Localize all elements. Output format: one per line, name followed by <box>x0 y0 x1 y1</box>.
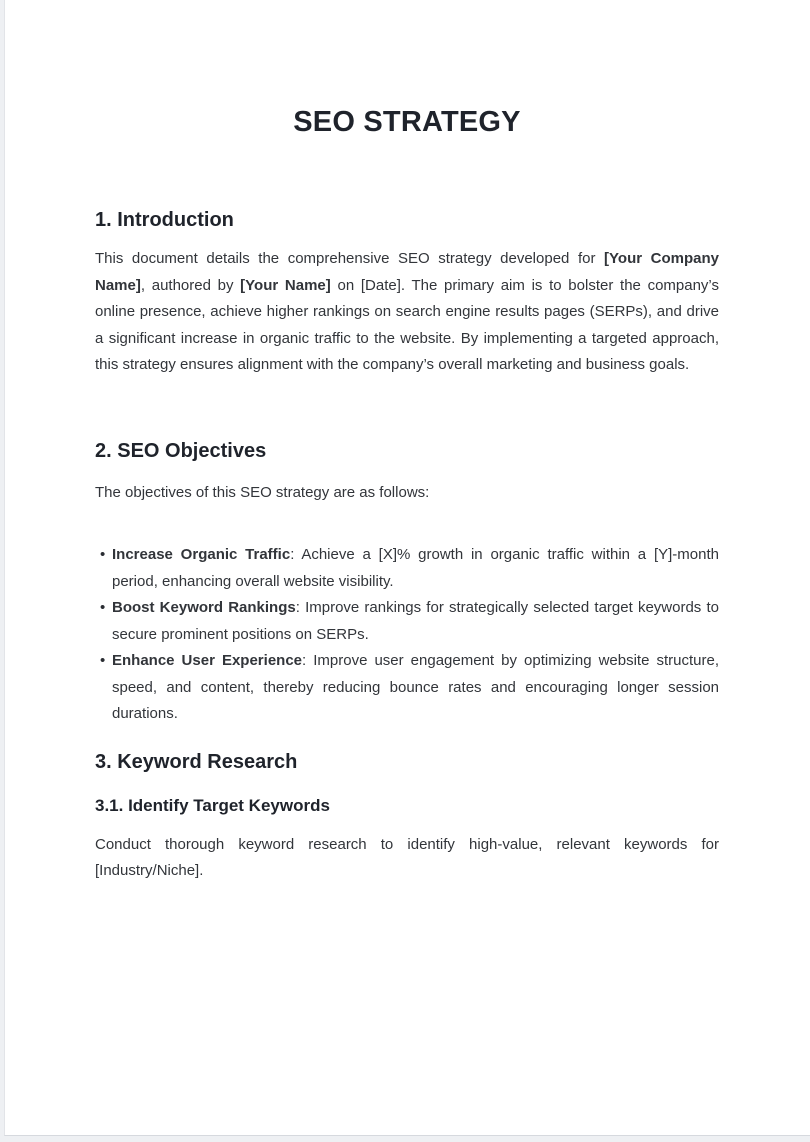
bullet-icon: • <box>100 599 106 616</box>
bullet-icon: • <box>100 546 106 563</box>
objective-text: Enhance User Experience: Improve user engagement by optimizing website structure, speed, and content, thereby reducing bounce rates and encouraging longer session durations. <box>112 652 719 722</box>
objective-text: Increase Organic Traffic: Achieve a [X]% growth in organic traffic within a [Y]-month period, enhancing overall website visibility. <box>112 546 719 590</box>
section-1-heading: 1. Introduction <box>95 209 234 231</box>
intro-paragraph: This document details the comprehensive SEO strategy developed for [Your Company Name], authored by [Your Name] on [Date]. The primary aim is to bolster the company’s online presence, achieve higher rankings on search engine results pages (SERPs), and drive a significant increase in organic traffic to the website. By implementing a targeted approach, this strategy ensures alignment with the company’s overall marketing and business goals. <box>95 250 719 373</box>
document-page <box>4 0 810 1136</box>
objective-text: Boost Keyword Rankings: Improve rankings for strategically selected target keywords to secure prominent positions on SERPs. <box>112 599 719 643</box>
objectives-list <box>95 542 719 728</box>
objectives-lead: The objectives of this SEO strategy are as follows: <box>95 483 430 501</box>
objective-item <box>95 648 719 728</box>
section-2-heading: 2. SEO Objectives <box>95 439 267 462</box>
objective-item <box>95 542 719 595</box>
section-3-1-subheading: 3.1. Identify Target Keywords <box>95 795 330 815</box>
section-3-heading: 3. Keyword Research <box>95 750 298 773</box>
document-content <box>95 104 719 885</box>
bullet-icon: • <box>100 652 106 669</box>
objective-item <box>95 595 719 648</box>
keyword-research-paragraph: Conduct thorough keyword research to identify high-value, relevant keywords for [Industry/Niche]. <box>95 835 719 879</box>
document-title: SEO STRATEGY <box>293 106 521 138</box>
